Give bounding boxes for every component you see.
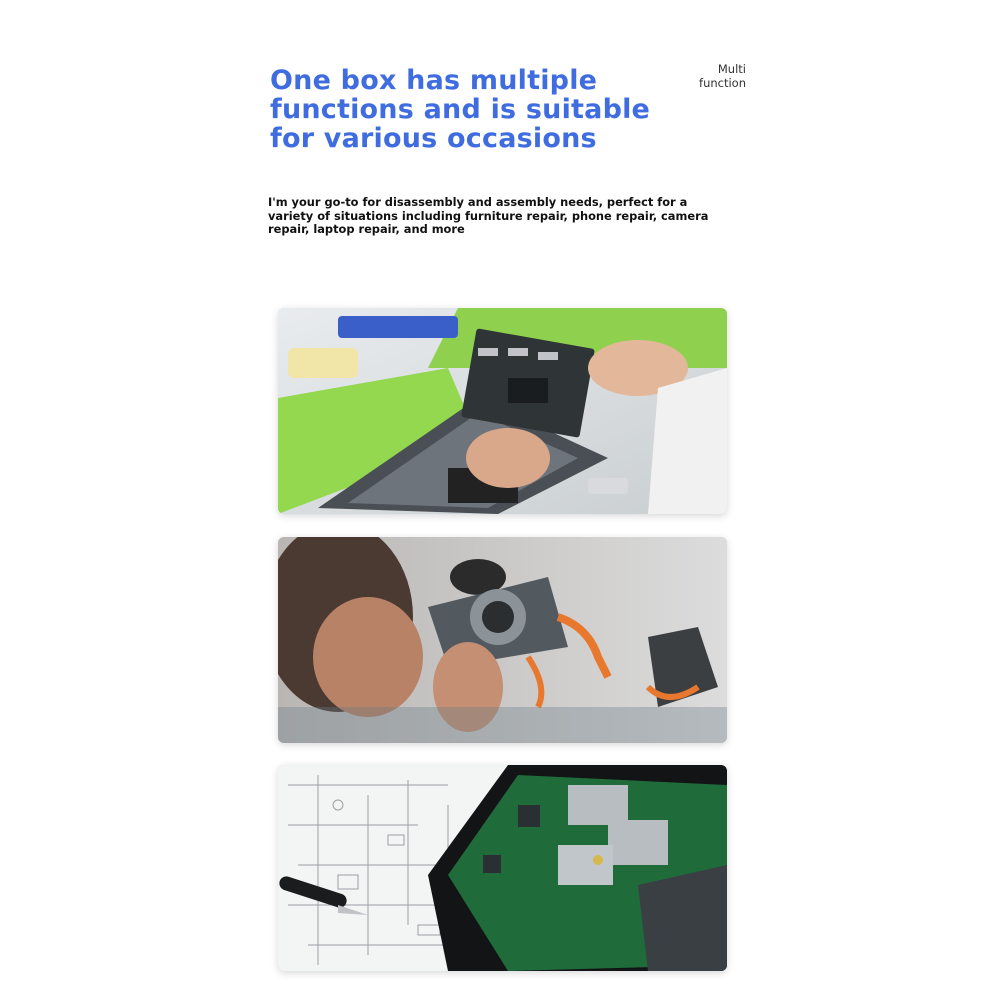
headline: One box has multiple functions and is suitable for various occasions xyxy=(270,65,651,154)
tag-line-2: function xyxy=(699,76,746,90)
camera-repair-photo xyxy=(278,537,727,743)
phone-repair-photo xyxy=(278,765,727,971)
multi-function-tag xyxy=(690,62,746,90)
laptop-repair-photo xyxy=(278,308,727,514)
tag-line-1: Multi xyxy=(717,62,746,76)
description-text: I'm your go-to for disassembly and assembly needs, perfect for a variety of situations including furniture repair, phone repair, camera repair, laptop repair, and more xyxy=(268,195,709,236)
